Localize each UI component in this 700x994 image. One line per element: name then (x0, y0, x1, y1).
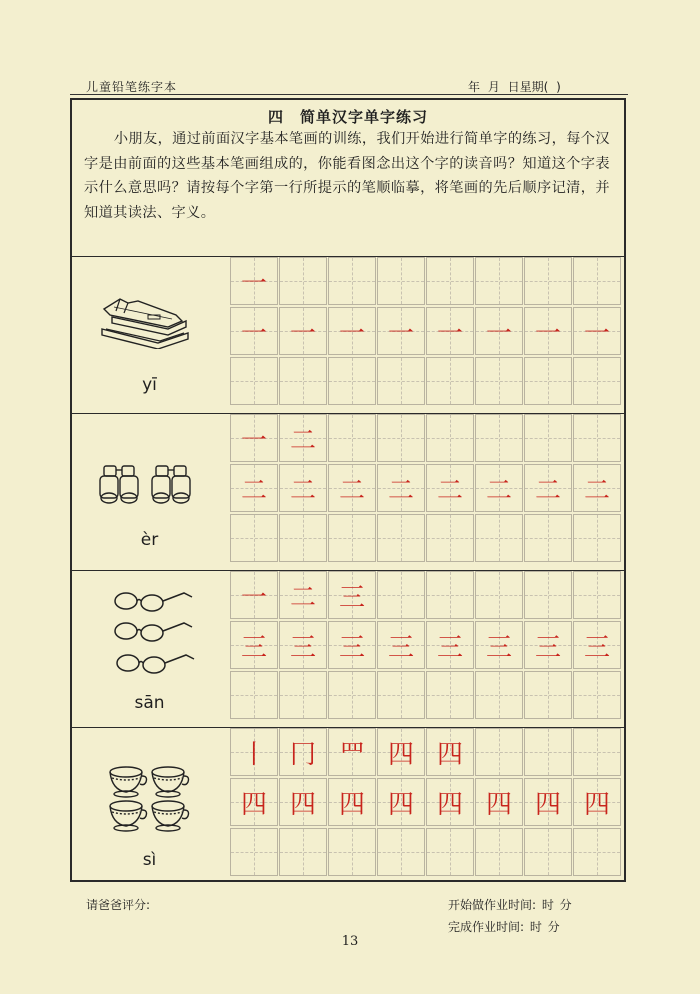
stroke-cell: 二 (279, 571, 327, 619)
stroke-cell: 丨 (230, 728, 278, 776)
practice-cell: 三 (426, 621, 474, 669)
stroke-cell: 一 (230, 257, 278, 305)
blank-cell (230, 828, 278, 876)
lesson-title-text: 简单汉字单字练习 (300, 108, 429, 126)
stroke-cell: 罒 (328, 728, 376, 776)
char-row-si (72, 728, 624, 880)
empty-cell (475, 728, 523, 776)
blank-cell (573, 671, 621, 719)
blank-cell (573, 514, 621, 562)
empty-cell (475, 571, 523, 619)
empty-cell (328, 257, 376, 305)
empty-cell (377, 571, 425, 619)
pinyin-label: èr (140, 530, 159, 550)
practice-cell: 四 (328, 778, 376, 826)
blank-cell (328, 357, 376, 405)
practice-cell: 二 (426, 464, 474, 512)
lesson-title (72, 106, 624, 127)
empty-cell (573, 728, 621, 776)
picture-column (72, 414, 227, 570)
practice-cell: 三 (279, 621, 327, 669)
lesson-intro: 小朋友，通过前面汉字基本笔画的训练，我们开始进行简单字的练习，每个汉字是由前面的这些基本笔画组成的，你能看图念出这个字的读音吗？知道这个字表示什么意思吗？请按每个字第一行所提示的笔顺临摹，将笔画的先后顺序记清，并知道其读法、字义。 (84, 131, 610, 221)
book-title: 儿童铅笔练字本 (86, 80, 178, 94)
page-number: 13 (341, 934, 359, 949)
empty-cell (524, 571, 572, 619)
empty-cell (524, 414, 572, 462)
practice-cell: 二 (230, 464, 278, 512)
practice-cell: 二 (328, 464, 376, 512)
empty-cell (475, 414, 523, 462)
empty-cell (328, 414, 376, 462)
blank-cell (426, 357, 474, 405)
empty-cell (573, 257, 621, 305)
stapler-icon (98, 293, 190, 349)
char-row-er (72, 414, 624, 570)
date-line: 年 月 日星期( ) (468, 80, 561, 94)
blank-cell (475, 828, 523, 876)
char-row-yi (72, 257, 624, 413)
stroke-cell: 四 (426, 728, 474, 776)
blank-cell (524, 357, 572, 405)
blank-cell (573, 828, 621, 876)
blank-cell (328, 828, 376, 876)
practice-cell: 四 (475, 778, 523, 826)
blank-cell (524, 514, 572, 562)
practice-cell: 三 (328, 621, 376, 669)
start-time-label: 开始做作业时间: 时 分 (448, 898, 572, 912)
blank-cell (279, 357, 327, 405)
char-row-san (72, 571, 624, 727)
empty-cell (475, 257, 523, 305)
header-rule (70, 94, 628, 95)
empty-cell (377, 414, 425, 462)
empty-cell (573, 414, 621, 462)
blank-cell (279, 828, 327, 876)
picture-column (72, 571, 227, 727)
blank-cell (426, 514, 474, 562)
practice-cell: 一 (524, 307, 572, 355)
blank-cell (377, 357, 425, 405)
glasses-icon (112, 587, 196, 683)
blank-cell (230, 514, 278, 562)
practice-cell: 二 (573, 464, 621, 512)
practice-cell: 二 (475, 464, 523, 512)
blank-cell (328, 671, 376, 719)
empty-cell (426, 414, 474, 462)
blank-cell (426, 671, 474, 719)
blank-cell (475, 514, 523, 562)
picture-column (72, 728, 227, 880)
stroke-cell: 一 (230, 571, 278, 619)
blank-cell (475, 671, 523, 719)
practice-cell: 三 (377, 621, 425, 669)
blank-cell (524, 828, 572, 876)
practice-cell: 二 (377, 464, 425, 512)
practice-cell: 四 (279, 778, 327, 826)
blank-cell (279, 514, 327, 562)
blank-cell (524, 671, 572, 719)
parent-rating-label: 请爸爸评分: (86, 898, 151, 912)
practice-cell: 一 (573, 307, 621, 355)
pinyin-label: sān (134, 693, 165, 713)
practice-cell: 四 (230, 778, 278, 826)
practice-cell: 四 (573, 778, 621, 826)
stroke-cell: 四 (377, 728, 425, 776)
stroke-cell: 冂 (279, 728, 327, 776)
blank-cell (328, 514, 376, 562)
practice-cell: 二 (279, 464, 327, 512)
practice-cell: 三 (230, 621, 278, 669)
practice-cell: 三 (573, 621, 621, 669)
empty-cell (426, 571, 474, 619)
practice-cell: 一 (230, 307, 278, 355)
blank-cell (573, 357, 621, 405)
empty-cell (426, 257, 474, 305)
practice-cell: 四 (524, 778, 572, 826)
lesson-number: 四 (267, 108, 284, 126)
blank-cell (475, 357, 523, 405)
empty-cell (524, 728, 572, 776)
blank-cell (377, 828, 425, 876)
stroke-cell: 二 (279, 414, 327, 462)
empty-cell (524, 257, 572, 305)
practice-cell: 四 (426, 778, 474, 826)
blank-cell (377, 514, 425, 562)
blank-cell (426, 828, 474, 876)
blank-cell (377, 671, 425, 719)
practice-cell: 一 (426, 307, 474, 355)
practice-cell: 一 (377, 307, 425, 355)
practice-cell: 四 (377, 778, 425, 826)
practice-cell: 三 (475, 621, 523, 669)
practice-cell: 三 (524, 621, 572, 669)
empty-cell (573, 571, 621, 619)
empty-cell (377, 257, 425, 305)
practice-cell: 一 (475, 307, 523, 355)
empty-cell (279, 257, 327, 305)
worksheet-frame (70, 98, 626, 882)
blank-cell (230, 357, 278, 405)
pinyin-label: sì (142, 850, 157, 870)
picture-column (72, 257, 227, 413)
binoculars-icon (98, 458, 198, 506)
stroke-cell: 一 (230, 414, 278, 462)
practice-cell: 一 (328, 307, 376, 355)
stroke-cell: 三 (328, 571, 376, 619)
practice-cell: 二 (524, 464, 572, 512)
blank-cell (230, 671, 278, 719)
finish-time-label: 完成作业时间: 时 分 (448, 920, 560, 934)
blank-cell (279, 671, 327, 719)
pinyin-label: yī (142, 375, 157, 395)
teacups-icon (106, 764, 198, 834)
practice-cell: 一 (279, 307, 327, 355)
